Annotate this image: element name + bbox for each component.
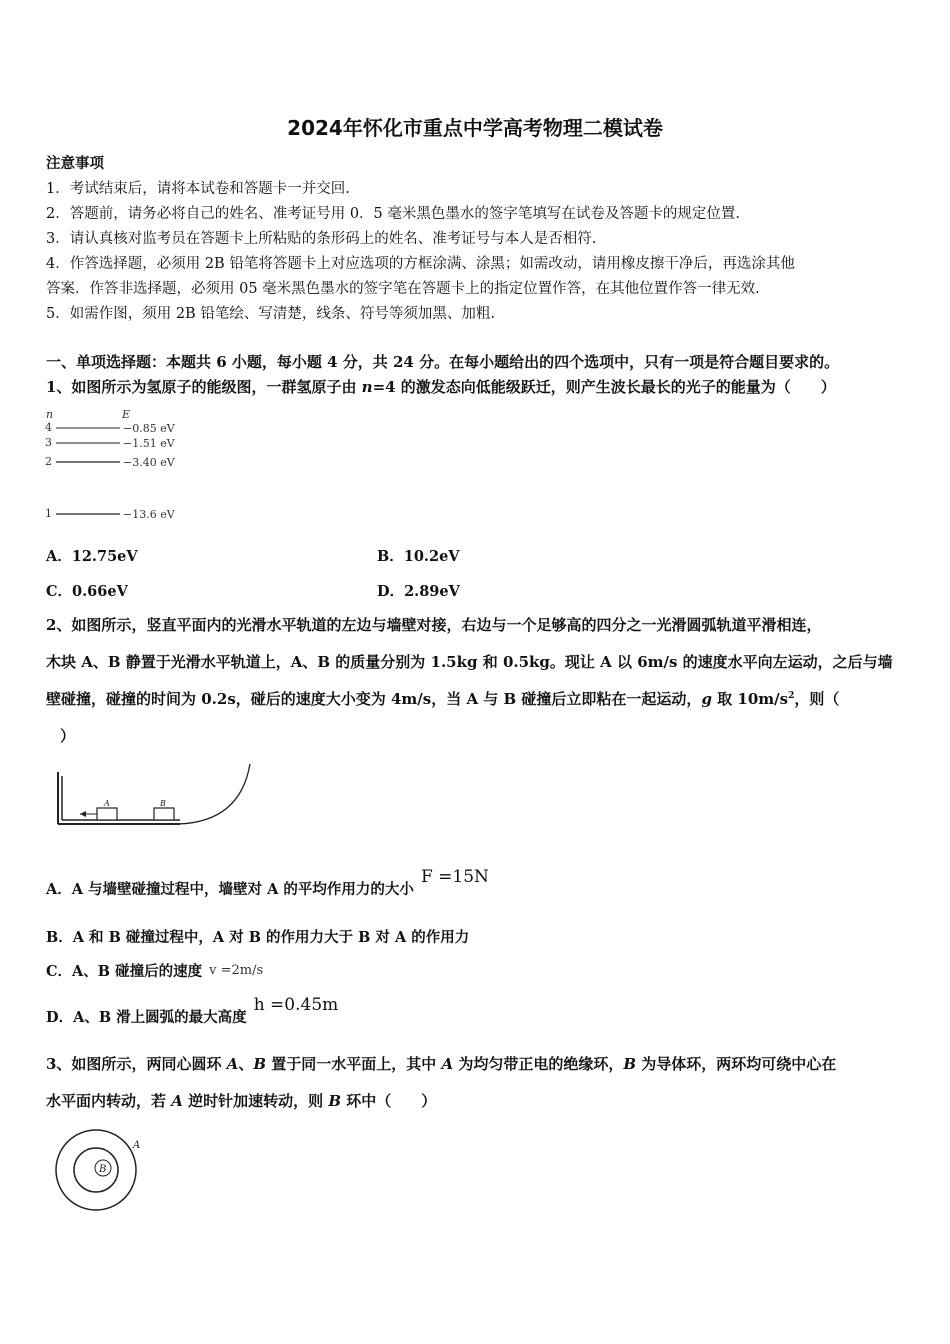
arc-track <box>178 764 250 824</box>
ring-a-label: A <box>133 1140 141 1151</box>
level-3-n: 3 <box>45 436 52 449</box>
e-axis-label: E <box>122 408 131 421</box>
block-b <box>154 808 174 820</box>
ring-b-outer <box>74 1148 118 1192</box>
q2-option-a <box>46 867 489 899</box>
level-3-e: −1.51 eV <box>123 437 175 450</box>
level-2-e: −3.40 eV <box>123 456 175 469</box>
q2-option-c-math: v =2m/s <box>209 963 264 978</box>
q1-stem-post: =4 的激发态向低能级跃迁，则产生波长最长的光子的能量为（ ） <box>372 378 836 396</box>
q2-stem-line3 <box>46 688 839 709</box>
level-2-n: 2 <box>45 455 52 468</box>
q3-var-a-2: A <box>441 1055 454 1073</box>
level-1-e: −13.6 eV <box>123 508 175 521</box>
q2-option-c <box>46 960 264 981</box>
q2-stem-line4: ） <box>60 727 76 745</box>
level-2 <box>45 455 176 469</box>
level-3 <box>45 436 176 450</box>
ring-a <box>56 1130 136 1210</box>
block-a-label: A <box>104 799 110 808</box>
level-4-n: 4 <box>45 421 52 434</box>
notice-item-4: 4．作答选择题，必须用 2B 铅笔将答题卡上对应选项的方框涂满、涂黑；如需改动，请用橡皮擦干净后，再选涂其他 <box>46 256 795 272</box>
q1-stem <box>46 376 836 397</box>
velocity-arrowhead <box>80 811 86 817</box>
q2-line3-post: ，则（ <box>794 690 840 708</box>
q1-option-d: D．2.89eV <box>377 583 460 600</box>
q2-line3-pre: 壁碰撞，碰撞的时间为 0.2s，碰后的速度大小变为 4m/s，当 A 与 B 碰撞后立即粘在一起运动， <box>46 690 702 708</box>
q3-var-b-2: B <box>623 1055 637 1073</box>
q1-option-c: C．0.66eV <box>46 583 128 600</box>
notice-item-3: 3．请认真核对监考员在答题卡上所粘贴的条形码上的姓名、准考证号与本人是否相符. <box>46 231 597 247</box>
q3-stem-line1 <box>46 1053 836 1074</box>
ring-b-label: B <box>99 1164 107 1175</box>
q1-stem-pre: 1、如图所示为氢原子的能级图，一群氢原子由 <box>46 378 362 396</box>
notice-item-5: 5．如需作图，须用 2B 铅笔绘、写清楚，线条、符号等须加黑、加粗. <box>46 306 495 322</box>
notice-item-4-cont: 答案．作答非选择题，必须用 05 毫米黑色墨水的签字笔在答题卡上的指定位置作答，在其他位置作答一律无效. <box>46 281 760 297</box>
block-b-label: B <box>160 799 166 808</box>
q2-stem-line2: 木块 A、B 静置于光滑水平轨道上，A、B 的质量分别为 1.5kg 和 0.5kg。现让 A 以 6m/s 的速度水平向左运动，之后与墙 <box>46 653 893 671</box>
q3-line1-mid: 置于同一水平面上，其中 <box>266 1055 442 1073</box>
q3-sep: 、 <box>238 1055 254 1073</box>
q2-option-c-text: C．A、B 碰撞后的速度 <box>46 963 203 980</box>
notice-heading: 注意事项 <box>46 155 104 172</box>
level-4 <box>45 421 176 435</box>
q2-option-b: B．A 和 B 碰撞过程中，A 对 B 的作用力大于 B 对 A 的作用力 <box>46 929 470 946</box>
page-title: 2024年怀化市重点中学高考物理二模试卷 <box>287 116 663 140</box>
section-heading: 一、单项选择题：本题共 6 小题，每小题 4 分，共 24 分。在每小题给出的四个选项中，只有一项是符合题目要求的。 <box>46 353 840 371</box>
q1-option-a: A．12.75eV <box>46 548 138 565</box>
q2-line3-g: g <box>701 690 712 708</box>
notice-item-1: 1．考试结束后，请将本试卷和答题卡一并交回. <box>46 181 350 197</box>
q2-option-a-text: A．A 与墙壁碰撞过程中，墙壁对 A 的平均作用力的大小 <box>46 881 414 898</box>
q2-line3-mid: 取 10m/s <box>711 690 789 708</box>
q3-line2-post: 环中（ ） <box>341 1092 437 1110</box>
q1-option-b: B．10.2eV <box>377 548 460 565</box>
q3-line2-mid: 逆时针加速转动，则 <box>182 1092 329 1110</box>
level-4-e: −0.85 eV <box>123 422 175 435</box>
q1-stem-var: n <box>361 378 373 396</box>
q2-line3-sup: 2 <box>788 691 795 701</box>
level-1-n: 1 <box>45 507 52 520</box>
q3-line1-mid2: 为均匀带正电的绝缘环， <box>453 1055 624 1073</box>
q3-var-b: B <box>253 1055 267 1073</box>
q2-option-d-text: D．A、B 滑上圆弧的最大高度 <box>46 1009 247 1026</box>
q3-line2-pre: 水平面内转动，若 <box>46 1092 172 1110</box>
notice-item-2: 2．答题前，请务必将自己的姓名、准考证号用 0．5 毫米黑色墨水的签字笔填写在试卷及答题卡的规定位置. <box>46 206 740 222</box>
q2-option-a-math: F =15N <box>420 867 489 887</box>
q3-line1-post: 为导体环，两环均可绕中心在 <box>636 1055 837 1073</box>
level-1 <box>45 507 176 521</box>
q3-stem-line2 <box>46 1090 436 1111</box>
n-axis-label: n <box>46 408 54 421</box>
energy-level-diagram <box>40 404 190 526</box>
concentric-rings-diagram <box>46 1124 156 1214</box>
block-a <box>97 808 117 820</box>
q3-var-b-3: B <box>328 1092 342 1110</box>
q2-option-d-math: h =0.45m <box>253 995 339 1015</box>
q3-var-a-3: A <box>171 1092 183 1110</box>
q3-var-a: A <box>226 1055 239 1073</box>
q2-option-d <box>46 995 339 1027</box>
q2-stem-line1: 2、如图所示，竖直平面内的光滑水平轨道的左边与墙壁对接，右边与一个足够高的四分之一光滑圆弧轨道平滑相连， <box>46 616 822 634</box>
track-diagram <box>50 760 260 832</box>
q3-line1-pre: 3、如图所示，两同心圆环 <box>46 1055 227 1073</box>
